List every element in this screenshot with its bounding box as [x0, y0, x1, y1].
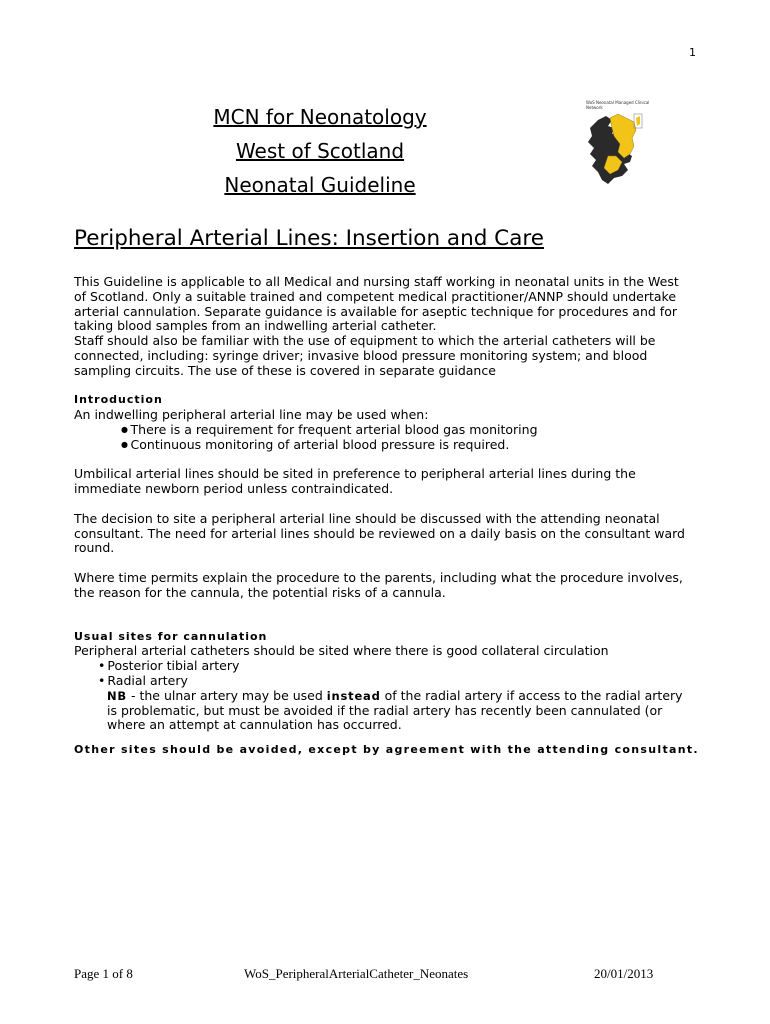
nb-note [74, 689, 694, 733]
title-line-2: West of Scotland [235, 139, 405, 163]
title-line-3: Neonatal Guideline [224, 173, 416, 197]
title-line-1: MCN for Neonatology [213, 105, 427, 129]
closing-statement: Other sites should be avoided, except by agreement with the attending consultant. [74, 743, 699, 757]
parents-paragraph: Where time permits explain the procedure to the parents, including what the procedure involves, the reason for the cannula, the potential risks of a cannula. [74, 569, 683, 600]
umbilical-paragraph: Umbilical arterial lines should be sited in preference to peripheral arterial lines during the immediate newborn period unless contraindicated. [74, 466, 636, 497]
list-item: • Posterior tibial artery [98, 659, 694, 674]
list-item: • Radial artery [98, 674, 694, 689]
usual-sites-lead: Peripheral arterial catheters should be sited where there is good collateral circulation [74, 643, 609, 659]
scotland-map-icon [578, 100, 650, 192]
guideline-heading: Peripheral Arterial Lines: Insertion and Care [74, 226, 544, 251]
nb-label: NB [107, 688, 127, 703]
intro-paragraph-1: This Guideline is applicable to all Medical and nursing staff working in neonatal units in the West of Scotland. Only a suitable trained and competent medical practitioner/ANNP should undertake arterial cannulation. Separate guidance is available for aseptic technique for procedures and for taking blood samples from an indwelling arterial catheter. [74, 274, 679, 334]
title-block [170, 100, 470, 202]
intro-paragraph-2: Staff should also be familiar with the use of equipment to which the arterial catheters will be connected, including: syringe driver; invasive blood pressure monitoring system; and blood sampling circuits. The use of these is covered in separate guidance [74, 333, 656, 378]
footer-date: 20/01/2013 [594, 966, 654, 981]
introduction-section [74, 393, 694, 452]
guideline-body [74, 274, 699, 758]
network-logo [578, 100, 650, 192]
nb-emphasis: instead [326, 688, 381, 703]
footer-page: Page 1 of 8 [74, 966, 133, 981]
decision-paragraph: The decision to site a peripheral arterial line should be discussed with the attending neonatal consultant. The need for arterial lines should be reviewed on a daily basis on the consultant ward round. [74, 510, 685, 556]
sites-list [74, 659, 694, 689]
footer-filename: WoS_PeripheralArterialCatheter_Neonates [244, 966, 469, 981]
nb-text-1: - the ulnar artery may be used [127, 687, 327, 703]
introduction-bullets [74, 423, 694, 453]
introduction-lead: An indwelling peripheral arterial line may be used when: [74, 407, 429, 423]
list-item: ● Continuous monitoring of arterial blood pressure is required. [121, 438, 694, 453]
nb-text-2: of the radial artery if access to the radial artery is problematic, but must be avoided if the radial artery has recently been cannulated (or where an attempt at cannulation has occurred. [107, 687, 683, 733]
usual-sites-section [74, 630, 694, 734]
usual-sites-heading: Usual sites for cannulation [74, 629, 268, 643]
logo-caption: WoS Neonatal Managed Clinical Network [586, 100, 650, 110]
page-number: 1 [689, 46, 696, 59]
list-item: ● There is a requirement for frequent arterial blood gas monitoring [121, 423, 694, 438]
introduction-heading: Introduction [74, 393, 163, 407]
